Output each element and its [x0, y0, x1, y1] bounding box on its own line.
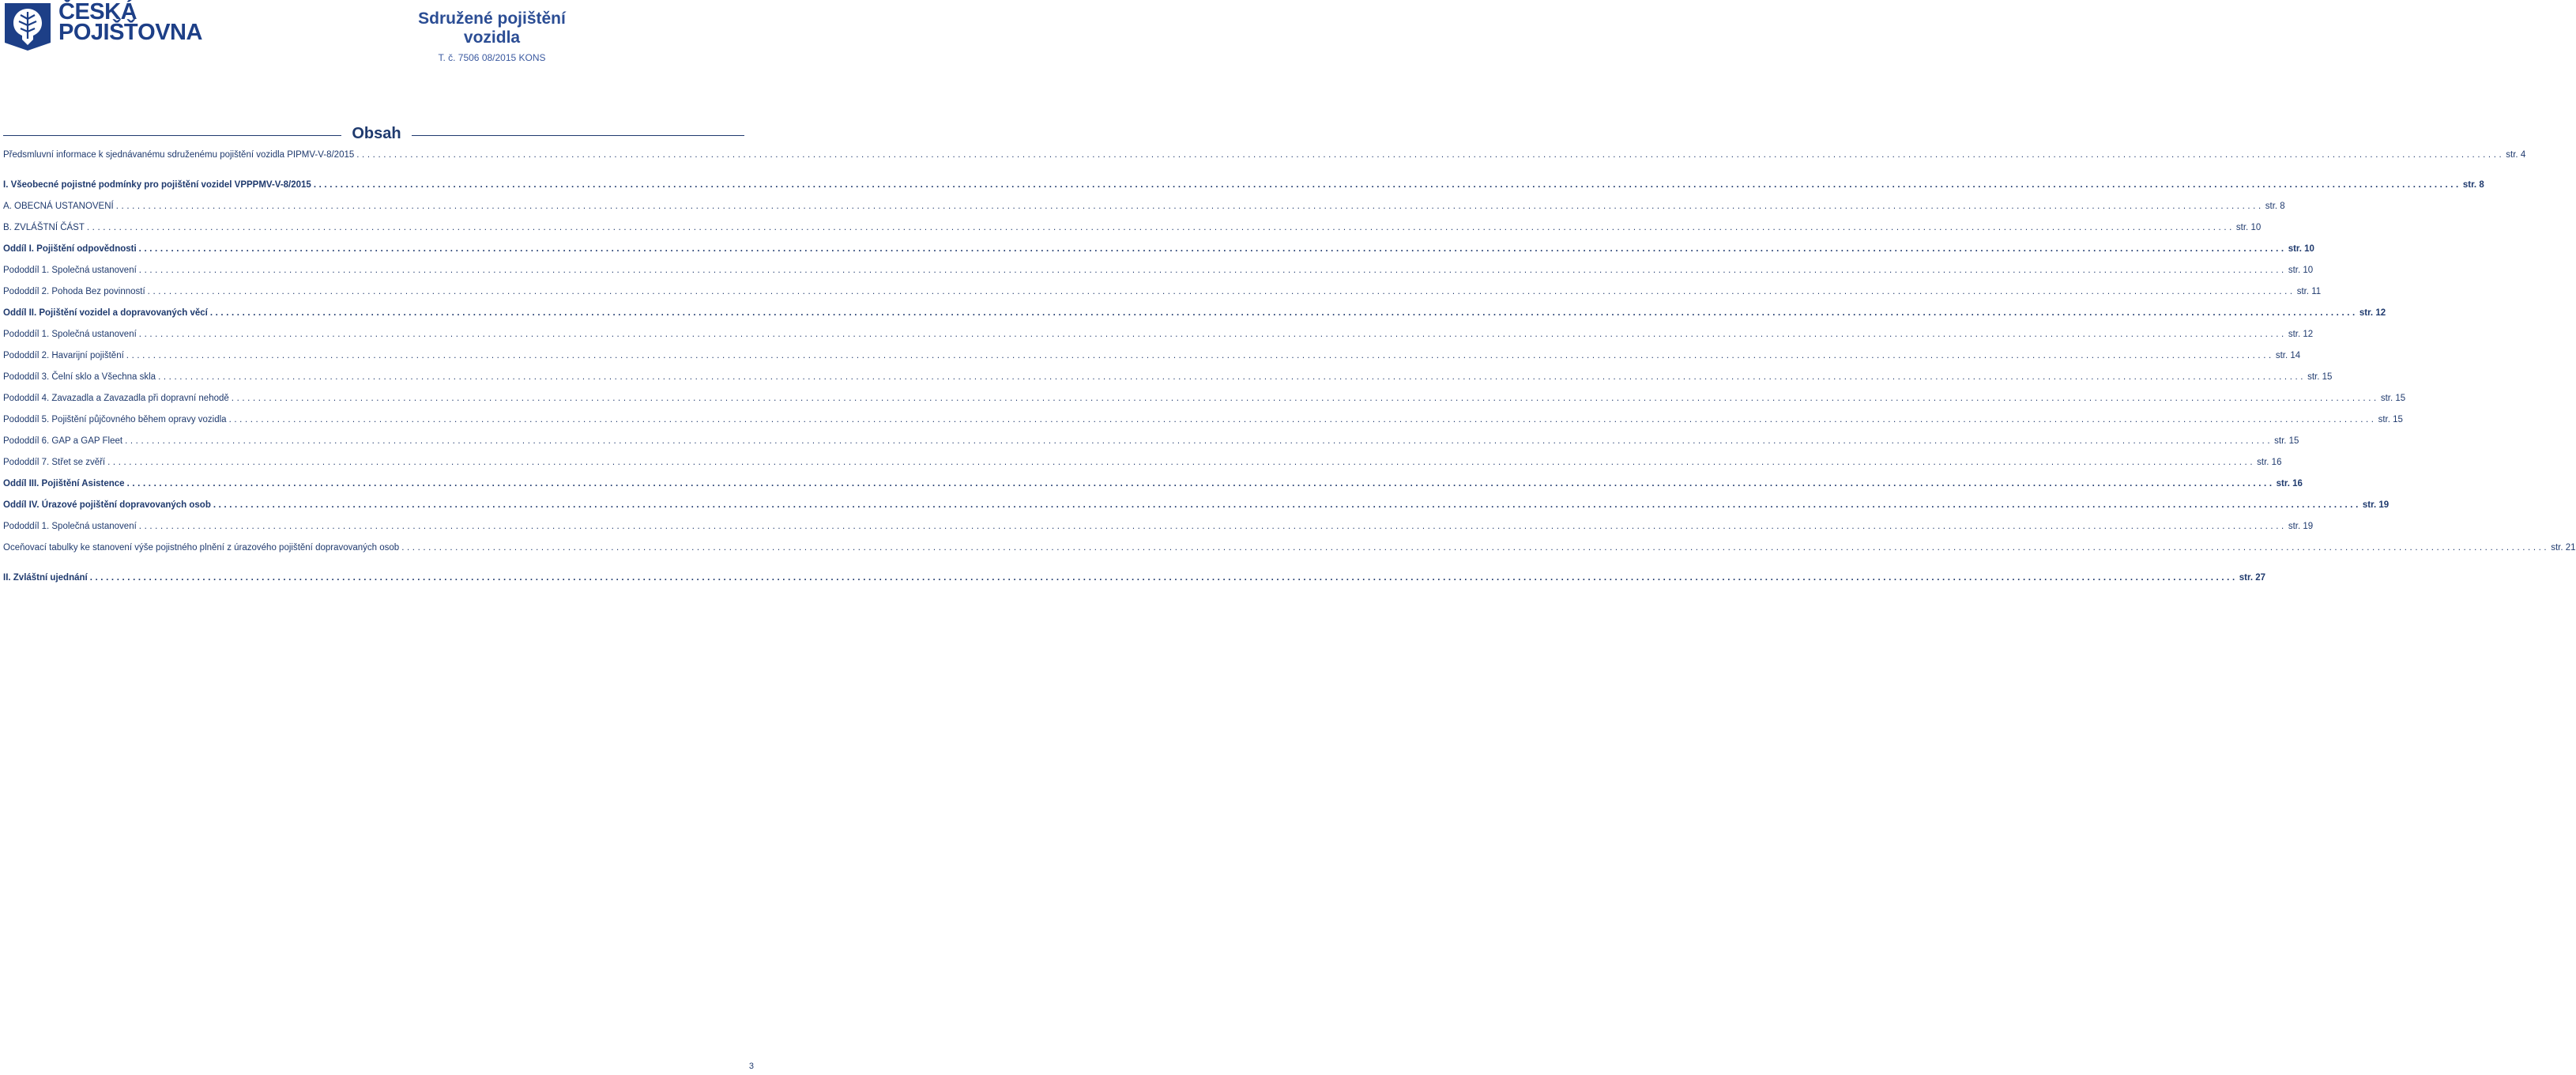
toc-entry-page: str. 16 — [2276, 479, 2303, 488]
toc-leader-dots: ................................................................................................................................................................................................................................................................................................................................................................................................................ — [231, 394, 2379, 403]
toc-leader-dots: ................................................................................................................................................................................................................................................................................................................................................................................................................ — [138, 330, 2287, 339]
toc-entry-page: str. 10 — [2288, 266, 2314, 275]
toc-entry[interactable] — [3, 308, 2386, 321]
toc-entry-label: Oddíl I. Pojištění odpovědnosti — [3, 244, 137, 254]
toc-entry-label: Oddíl III. Pojištění Asistence — [3, 479, 125, 488]
toc-entry-page: str. 10 — [2235, 223, 2262, 232]
toc-leader-dots: ................................................................................................................................................................................................................................................................................................................................................................................................................ — [89, 573, 2238, 583]
toc-entry-label: Pododdíl 2. Pohoda Bez povinností — [3, 287, 145, 296]
toc-entry-label: Oddíl IV. Úrazové pojištění dopravovaných osob — [3, 500, 211, 510]
toc-entry-page: str. 14 — [2275, 351, 2301, 360]
toc-heading — [3, 125, 744, 145]
toc-entry-page: str. 15 — [2307, 372, 2333, 382]
toc-leader-dots: ................................................................................................................................................................................................................................................................................................................................................................................................................ — [228, 415, 2377, 424]
toc-entry-page: str. 12 — [2359, 308, 2386, 318]
toc-entry-page: str. 15 — [2274, 436, 2299, 446]
toc-entry[interactable] — [3, 287, 2322, 300]
toc-entry[interactable] — [3, 223, 2262, 236]
toc-entry-label: A. OBECNÁ USTANOVENÍ — [3, 202, 114, 211]
toc-entry[interactable] — [3, 458, 2282, 470]
toc-entry-label: Pododdíl 1. Společná ustanovení — [3, 330, 137, 339]
heading-rule-right — [412, 135, 744, 136]
toc-leader-dots: ................................................................................................................................................................................................................................................................................................................................................................................................................ — [356, 150, 2505, 160]
toc-entry[interactable] — [3, 150, 2526, 163]
toc-entry[interactable] — [3, 436, 2299, 449]
toc-entry-label: B. ZVLÁŠTNÍ ČÁST — [3, 223, 85, 232]
toc-entry-label: Oceňovací tabulky ke stanovení výše pojistného plnění z úrazového pojištění dopravovaných osob — [3, 543, 400, 553]
toc-leader-dots: ................................................................................................................................................................................................................................................................................................................................................................................................................ — [125, 436, 2273, 446]
toc-entry-page: str. 19 — [2288, 522, 2314, 531]
toc-entry-page: str. 4 — [2506, 150, 2526, 160]
toc-leader-dots: ................................................................................................................................................................................................................................................................................................................................................................................................................ — [126, 479, 2275, 488]
toc-leader-dots: ................................................................................................................................................................................................................................................................................................................................................................................................................ — [138, 244, 2287, 254]
document-number: T. č. 7506 08/2015 KONS — [438, 52, 546, 63]
toc-entry-label: Pododdíl 5. Pojištění půjčovného během opravy vozidla — [3, 415, 227, 424]
toc-leader-dots: ................................................................................................................................................................................................................................................................................................................................................................................................................ — [107, 458, 2256, 467]
toc-leader-dots: ................................................................................................................................................................................................................................................................................................................................................................................................................ — [209, 308, 2358, 318]
toc-entry[interactable] — [3, 394, 2406, 406]
toc-leader-dots: ................................................................................................................................................................................................................................................................................................................................................................................................................ — [158, 372, 2307, 382]
toc-entry[interactable] — [3, 415, 2403, 428]
toc-entry[interactable] — [3, 330, 2314, 342]
logo-line-2: POJIŠŤOVNA — [58, 20, 202, 46]
toc-entry[interactable] — [3, 244, 2314, 257]
linden-leaf-logo-icon — [3, 2, 52, 51]
toc-entry-label: Oddíl II. Pojištění vozidel a dopravovaných věcí — [3, 308, 208, 318]
company-logo — [3, 2, 201, 52]
toc-leader-dots: ................................................................................................................................................................................................................................................................................................................................................................................................................ — [138, 522, 2287, 531]
toc-entry-label: Pododdíl 6. GAP a GAP Fleet — [3, 436, 123, 446]
toc-entry[interactable] — [3, 500, 2390, 513]
toc-entry-page: str. 15 — [2380, 394, 2406, 403]
toc-leader-dots: ................................................................................................................................................................................................................................................................................................................................................................................................................ — [213, 500, 2361, 510]
toc-entry[interactable] — [3, 522, 2314, 534]
document-header — [403, 9, 581, 63]
toc-entry[interactable] — [3, 479, 2303, 492]
toc-leader-dots: ................................................................................................................................................................................................................................................................................................................................................................................................................ — [115, 202, 2264, 211]
toc-entry[interactable] — [3, 372, 2333, 385]
toc-entry-label: II. Zvláštní ujednání — [3, 573, 88, 583]
document-title: Sdružené pojištění vozidla — [418, 9, 566, 47]
logo-line-1: ČESKÁ — [58, 0, 137, 25]
heading-rule-left — [3, 135, 341, 136]
toc-leader-dots: ................................................................................................................................................................................................................................................................................................................................................................................................................ — [138, 266, 2287, 275]
toc-entry[interactable] — [3, 266, 2314, 278]
toc-entry[interactable] — [3, 351, 2301, 364]
toc-entry-label: Pododdíl 1. Společná ustanovení — [3, 266, 137, 275]
toc-leader-dots: ................................................................................................................................................................................................................................................................................................................................................................................................................ — [401, 543, 2550, 553]
toc-leader-dots: ................................................................................................................................................................................................................................................................................................................................................................................................................ — [126, 351, 2274, 360]
toc-entry-label: Pododdíl 1. Společná ustanovení — [3, 522, 137, 531]
toc-entry-label: Pododdíl 7. Střet se zvěří — [3, 458, 106, 467]
toc-entry-label: I. Všeobecné pojistné podmínky pro pojištění vozidel VPPPMV-V-8/2015 — [3, 180, 311, 190]
toc-entry-label: Pododdíl 3. Čelní sklo a Všechna skla — [3, 372, 156, 382]
toc-entry[interactable] — [3, 180, 2484, 193]
toc-leader-dots: ................................................................................................................................................................................................................................................................................................................................................................................................................ — [313, 180, 2461, 190]
toc-entry-page: str. 21 — [2551, 543, 2576, 553]
toc-entry-page: str. 12 — [2288, 330, 2314, 339]
toc-entry-label: Pododdíl 2. Havarijní pojištění — [3, 351, 124, 360]
logo-wordmark — [58, 0, 202, 46]
page-number: 3 — [748, 1062, 754, 1071]
toc-entry-label: Pododdíl 4. Zavazadla a Zavazadla při dopravní nehodě — [3, 394, 229, 403]
toc-leader-dots: ................................................................................................................................................................................................................................................................................................................................................................................................................ — [147, 287, 2295, 296]
toc-entry-page: str. 27 — [2239, 573, 2265, 583]
toc-entry-page: str. 8 — [2462, 180, 2484, 190]
toc-entry-page: str. 16 — [2257, 458, 2282, 467]
toc-entry-page: str. 19 — [2362, 500, 2390, 510]
toc-entry-page: str. 11 — [2296, 287, 2322, 296]
toc-entry[interactable] — [3, 202, 2285, 214]
toc-entry-page: str. 10 — [2288, 244, 2314, 254]
toc-leader-dots: ................................................................................................................................................................................................................................................................................................................................................................................................................ — [86, 223, 2235, 232]
toc-entry-label: Předsmluvní informace k sjednávanému sdruženému pojištění vozidla PIPMV-V-8/2015 — [3, 150, 355, 160]
toc-heading-label: Obsah — [352, 125, 401, 142]
toc-entry-page: str. 15 — [2378, 415, 2403, 424]
toc-entry[interactable] — [3, 573, 2265, 586]
toc-entry-page: str. 8 — [2265, 202, 2285, 211]
toc-entry[interactable] — [3, 543, 2576, 556]
